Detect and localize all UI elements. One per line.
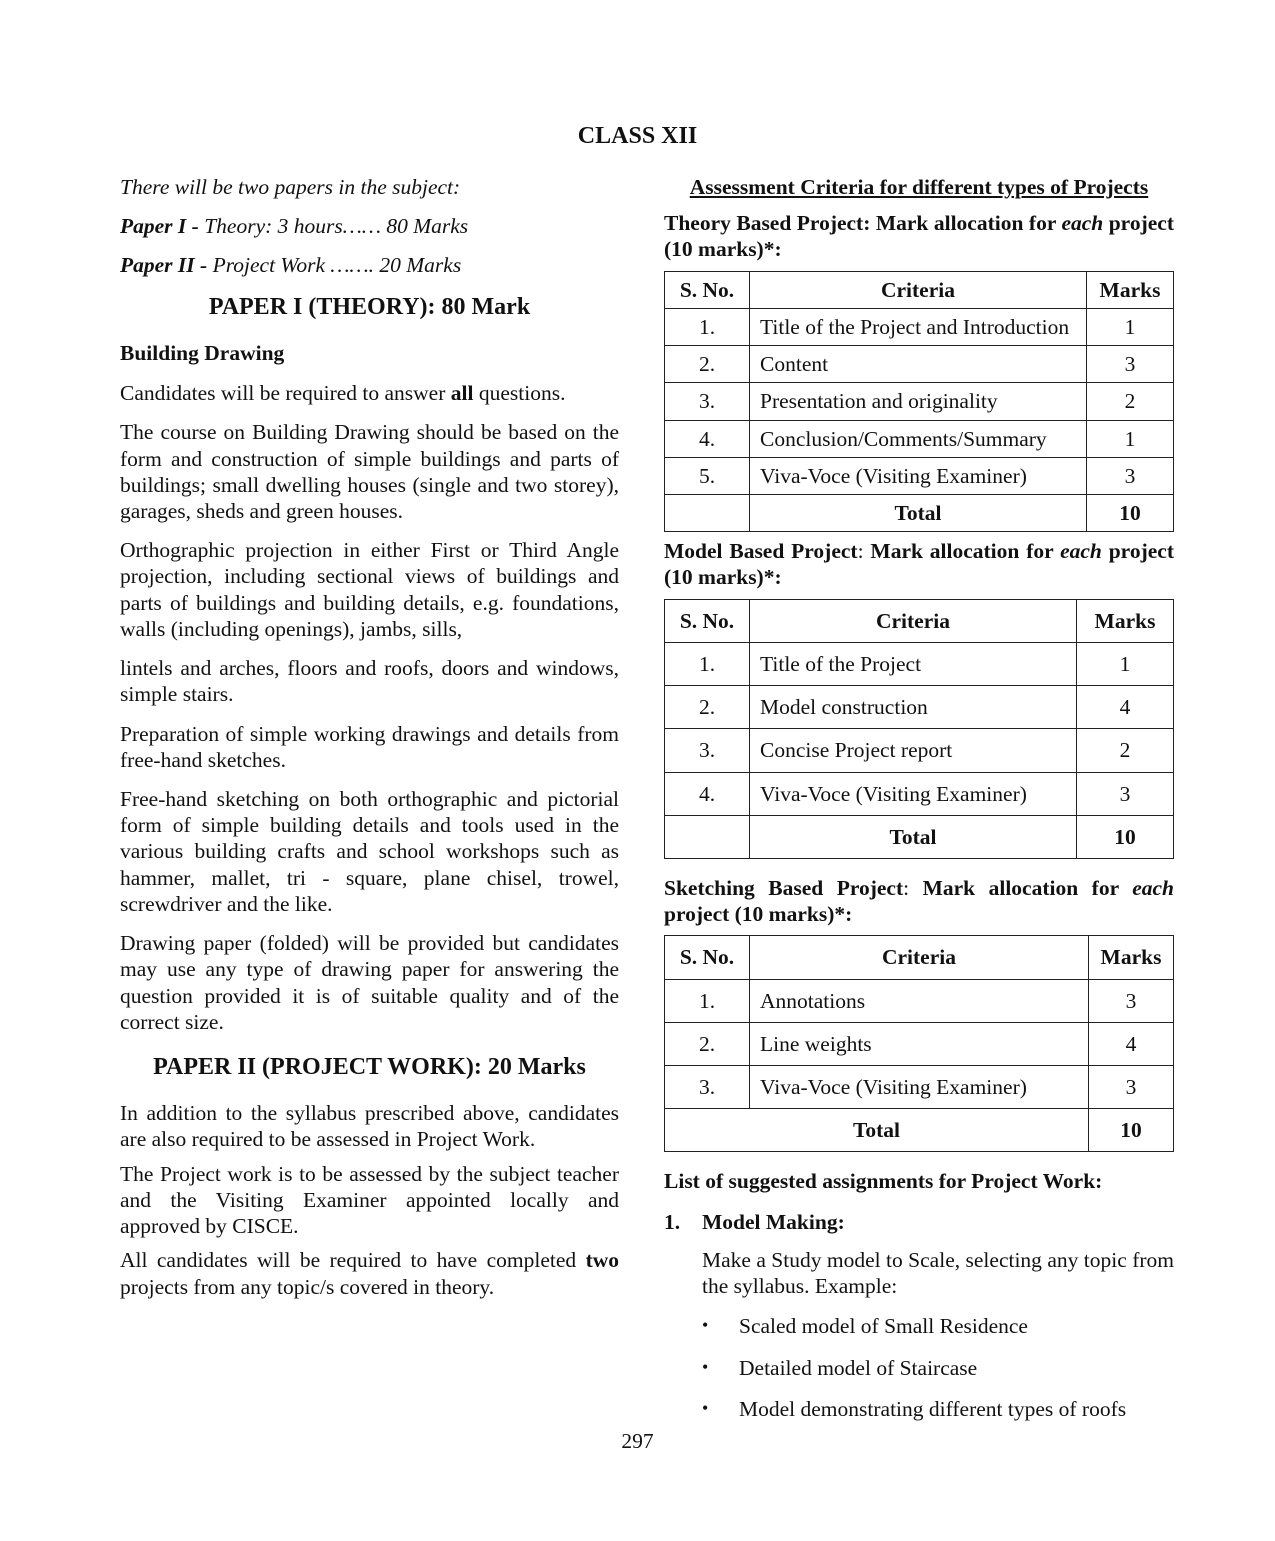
criteria-cell: Presentation and originality <box>750 383 1087 420</box>
sketch-table-body <box>665 979 1174 1109</box>
assessed-paragraph: The Project work is to be assessed by the subject teacher and the Visiting Examiner appointed locally and approved by CISCE. <box>120 1161 619 1239</box>
sketching-project-table <box>664 935 1174 1152</box>
freehand-paragraph: Free-hand sketching on both orthographic and pictorial form of simple building details and tools used in the various building crafts and school workshops such as hammer, mallet, tri - square, plane chisel, trowel, screwdriver and the like. <box>120 786 619 916</box>
list-item <box>702 1355 1174 1381</box>
sketch-head-suffix: project (10 marks)*: <box>664 902 853 927</box>
marks-cell: 1 <box>1077 642 1174 685</box>
suggested-assignments-heading: List of suggested assignments for Project Work: <box>664 1169 1103 1194</box>
theory-project-heading <box>664 210 1174 262</box>
sketch-head-name: Sketching Based Project <box>664 875 904 900</box>
marks-cell: 4 <box>1077 686 1174 729</box>
sno-cell: 4. <box>665 420 750 457</box>
model-head-suffix: project (10 marks)*: <box>664 539 1174 590</box>
sno-cell: 3. <box>665 1066 750 1109</box>
table-header-row <box>665 271 1174 308</box>
table-row <box>665 1022 1174 1065</box>
total-value: 10 <box>1089 1109 1174 1152</box>
table-row <box>665 346 1174 383</box>
completed-pre: All candidates will be required to have completed <box>120 1248 586 1273</box>
paper1-line <box>120 213 619 239</box>
right-column <box>664 174 1174 1437</box>
marks-cell: 1 <box>1087 308 1174 345</box>
criteria-cell: Viva-Voce (Visiting Examiner) <box>750 1066 1089 1109</box>
criteria-cell: Conclusion/Comments/Summary <box>750 420 1087 457</box>
model-head-name: Model Based Project <box>664 539 858 564</box>
criteria-cell: Title of the Project and Introduction <box>750 308 1087 345</box>
model-making-description: Make a Study model to Scale, selecting any topic from the syllabus. Example: <box>702 1247 1174 1299</box>
marks-cell: 2 <box>1077 729 1174 772</box>
sno-cell: 5. <box>665 457 750 494</box>
bullet-text: Scaled model of Small Residence <box>739 1314 1028 1339</box>
building-drawing-heading: Building Drawing <box>120 340 285 365</box>
col-marks-header: Marks <box>1089 936 1174 979</box>
marks-cell: 3 <box>1087 346 1174 383</box>
theory-head-each: each <box>1061 211 1104 236</box>
orthographic-paragraph: Orthographic projection in either First or Third Angle projection, including sectional views of buildings and parts of buildings and building details, e.g. foundations, walls (including openings), jambs, sills, <box>120 538 619 641</box>
total-value: 10 <box>1077 815 1174 858</box>
model-head-each: each <box>1060 539 1102 564</box>
sno-cell: 2. <box>665 686 750 729</box>
total-empty-cell <box>665 815 750 858</box>
sno-cell: 3. <box>665 383 750 420</box>
total-empty-cell <box>665 494 750 531</box>
criteria-cell: Viva-Voce (Visiting Examiner) <box>750 772 1077 815</box>
answer-bold: all <box>450 381 474 406</box>
completed-paragraph <box>120 1247 619 1299</box>
model-head-colon: : <box>857 539 871 564</box>
col-sno-header: S. No. <box>665 271 750 308</box>
table-total-row <box>665 815 1174 858</box>
table-row <box>665 686 1174 729</box>
col-criteria-header: Criteria <box>750 936 1089 979</box>
theory-head-text: Theory Based Project: Mark allocation for <box>664 211 1062 236</box>
criteria-cell: Content <box>750 346 1087 383</box>
sno-cell: 1. <box>665 979 750 1022</box>
table-row <box>665 308 1174 345</box>
course-paragraph: The course on Building Drawing should be based on the form and construction of simple buildings and parts of buildings; small dwelling houses (single and two storey), garages, sheds and green houses. <box>120 420 619 524</box>
marks-cell: 3 <box>1087 457 1174 494</box>
paper2-heading: PAPER II (PROJECT WORK): 20 Marks <box>153 1053 586 1080</box>
marks-cell: 4 <box>1089 1022 1174 1065</box>
table-row <box>665 729 1174 772</box>
sno-cell: 2. <box>665 1022 750 1065</box>
paper2-text: Project Work ……. 20 Marks <box>207 253 462 278</box>
criteria-cell: Model construction <box>750 686 1077 729</box>
example-bullet-list <box>702 1313 1174 1422</box>
theory-table-body <box>665 308 1174 494</box>
completed-bold: two <box>585 1248 619 1273</box>
answer-pre: Candidates will be required to answer <box>120 381 451 406</box>
paper2-label: Paper II - <box>120 253 208 278</box>
sketching-project-heading <box>664 875 1174 927</box>
bullet-text: Model demonstrating different types of roofs <box>739 1396 1127 1421</box>
preparation-paragraph: Preparation of simple working drawings and details from free-hand sketches. <box>120 721 619 772</box>
paper2-line <box>120 252 619 278</box>
bullet-icon: • <box>702 1356 709 1377</box>
left-column <box>120 174 619 1308</box>
numbered-item-model-making <box>664 1209 1174 1235</box>
marks-cell: 3 <box>1077 772 1174 815</box>
sketch-head-each: each <box>1132 875 1174 900</box>
criteria-cell: Title of the Project <box>750 642 1077 685</box>
drawing-paper-paragraph: Drawing paper (folded) will be provided but candidates may use any type of drawing paper for answering the question provided it is of suitable quality and of the correct size. <box>120 931 619 1034</box>
model-project-heading <box>664 538 1174 590</box>
sketch-head-text: Mark allocation for <box>922 875 1133 900</box>
table-row <box>665 642 1174 685</box>
item-title: Model Making: <box>702 1209 845 1234</box>
model-project-table <box>664 599 1174 859</box>
marks-cell: 2 <box>1087 383 1174 420</box>
table-total-row <box>665 494 1174 531</box>
col-criteria-header: Criteria <box>750 271 1087 308</box>
criteria-cell: Annotations <box>750 979 1089 1022</box>
paper1-text: Theory: 3 hours…… 80 Marks <box>198 214 469 239</box>
addition-paragraph: In addition to the syllabus prescribed above, candidates are also required to be assessed in Project Work. <box>120 1101 619 1152</box>
marks-cell: 1 <box>1087 420 1174 457</box>
lintels-paragraph: lintels and arches, floors and roofs, doors and windows, simple stairs. <box>120 656 619 707</box>
model-head-text: Mark allocation for <box>870 539 1061 564</box>
answer-post: questions. <box>473 381 566 406</box>
table-row <box>665 979 1174 1022</box>
total-value: 10 <box>1087 494 1174 531</box>
table-total-row <box>665 1109 1174 1152</box>
total-label: Total <box>750 815 1077 858</box>
table-header-row <box>665 599 1174 642</box>
sno-cell: 1. <box>665 642 750 685</box>
table-row <box>665 420 1174 457</box>
col-sno-header: S. No. <box>665 599 750 642</box>
page-number: 297 <box>621 1429 654 1453</box>
table-row <box>665 457 1174 494</box>
model-table-body <box>665 642 1174 815</box>
answer-paragraph <box>120 380 619 406</box>
bullet-icon: • <box>702 1315 709 1336</box>
col-marks-header: Marks <box>1087 271 1174 308</box>
total-label: Total <box>665 1109 1089 1152</box>
list-item <box>702 1396 1174 1422</box>
table-row <box>665 772 1174 815</box>
theory-head-suffix: project (10 marks)*: <box>664 211 1174 262</box>
criteria-cell: Concise Project report <box>750 729 1077 772</box>
table-row <box>665 383 1174 420</box>
total-label: Total <box>750 494 1087 531</box>
marks-cell: 3 <box>1089 1066 1174 1109</box>
sno-cell: 2. <box>665 346 750 383</box>
marks-cell: 3 <box>1089 979 1174 1022</box>
page-title: CLASS XII <box>577 123 698 149</box>
list-item <box>702 1313 1174 1339</box>
assessment-heading: Assessment Criteria for different types of Projects <box>689 175 1149 199</box>
col-marks-header: Marks <box>1077 599 1174 642</box>
table-row <box>665 1066 1174 1109</box>
sno-cell: 4. <box>665 772 750 815</box>
sketch-head-colon: : <box>903 875 923 900</box>
criteria-cell: Line weights <box>750 1022 1089 1065</box>
sno-cell: 3. <box>665 729 750 772</box>
paper1-heading: PAPER I (THEORY): 80 Mark <box>208 293 531 320</box>
paper1-label: Paper I - <box>120 214 199 239</box>
criteria-cell: Viva-Voce (Visiting Examiner) <box>750 457 1087 494</box>
item-number: 1. <box>664 1209 681 1234</box>
table-header-row <box>665 936 1174 979</box>
completed-post: projects from any topic/s covered in theory. <box>120 1274 495 1299</box>
col-criteria-header: Criteria <box>750 599 1077 642</box>
bullet-icon: • <box>702 1397 709 1418</box>
sno-cell: 1. <box>665 308 750 345</box>
intro-text: There will be two papers in the subject: <box>120 175 461 199</box>
bullet-text: Detailed model of Staircase <box>739 1355 978 1380</box>
theory-project-table <box>664 271 1174 533</box>
col-sno-header: S. No. <box>665 936 750 979</box>
